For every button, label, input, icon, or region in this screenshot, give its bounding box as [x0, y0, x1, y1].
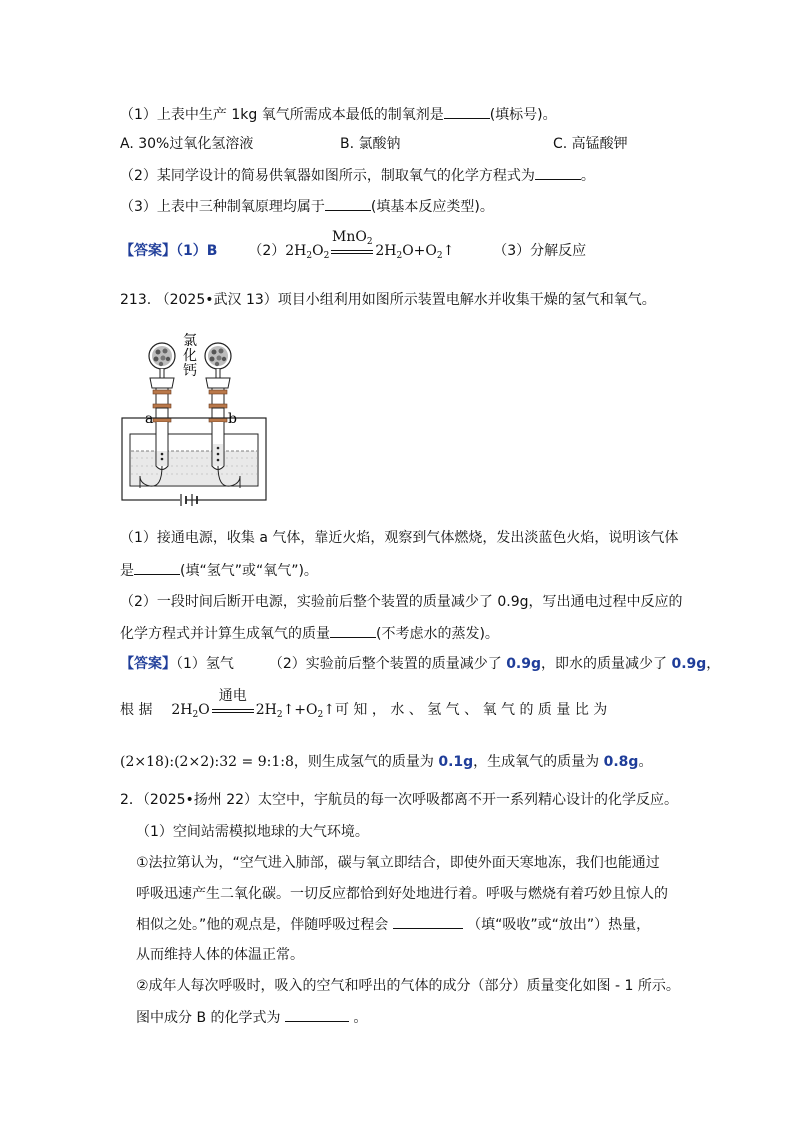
answer-blank: [330, 623, 376, 638]
answer-line: (2×18):(2×2):32 = 9:1:8，则生成氢气的质量为 0.1g，生成氧气的质量为 0.8g。: [120, 754, 653, 770]
answer-blank: [134, 560, 180, 575]
equation-h2o2: $2H_2O_2$ MnO$_2$ $2H_2O+O_2↑$: [285, 229, 455, 261]
answer-line: 【答案】（1）氢气 （2）实验前后整个装置的质量减少了 0.9g，即水的质量减少了 0.9g，: [120, 656, 721, 672]
answer-blank: [325, 196, 371, 211]
answer-line: 根 据 $2H_2O$ 通电 $2H_2↑+O_2↑$可 知 ， 水 、 氢 气 、 氧 气 的 质 量 比 为: [120, 688, 608, 720]
tube-label-a: a: [145, 411, 154, 427]
question-line: 相似之处。”他的观点是，伴随呼吸过程会 （填“吸收”或“放出”）热量，: [136, 914, 650, 935]
reaction-condition: MnO$_2$: [329, 241, 375, 261]
reaction-condition: 通电: [210, 700, 256, 720]
question-line: 化学方程式并计算生成氧气的质量 (不考虑水的蒸发)。: [120, 623, 499, 644]
question-stem: 213. （2025•武汉 13）项目小组利用如图所示装置电解水并收集干燥的氢气和氧气。: [120, 292, 656, 308]
question-line: 图中成分 B 的化学式为 。: [136, 1007, 367, 1028]
answer-blank: [393, 914, 463, 929]
option-a: A. 30%过氧化氢溶液: [120, 136, 254, 152]
answer-blank: [535, 165, 581, 180]
question-line: （1）接通电源，收集 a 气体，靠近火焰，观察到气体燃烧，发出淡蓝色火焰，说明该气体: [120, 530, 679, 546]
answer-blank: [444, 104, 490, 119]
mass-ratio: (2×18):(2×2):32 = 9:1:8: [120, 754, 294, 770]
question-line: （1）上表中生产 1kg 氧气所需成本最低的制氧剂是 (填标号)。: [120, 104, 557, 125]
question-line: ②成年人每次呼吸时，吸入的空气和呼出的气体的成分（部分）质量变化如图 - 1 所示。: [136, 978, 680, 994]
tube-label-b: b: [228, 411, 237, 427]
electrolysis-apparatus: [120, 326, 270, 506]
answer-blank: [285, 1007, 349, 1022]
answer-tag: 【答案】: [120, 656, 176, 672]
option-b: B. 氯酸钠: [340, 136, 401, 152]
question-line: 是 (填“氢气”或“氧气”)。: [120, 560, 318, 581]
equation-electrolysis: $2H_2O$ 通电 $2H_2↑+O_2↑$: [171, 688, 335, 720]
question-line: （2）一段时间后断开电源，实验前后整个装置的质量减少了 0.9g，写出通电过程中反应的: [120, 594, 683, 610]
question-line: 呼吸迅速产生二氧化碳。一切反应都恰到好处地进行着。呼吸与燃烧有着巧妙且惊人的: [136, 886, 668, 902]
question-line: （2）某同学设计的简易供氧器如图所示，制取氧气的化学方程式为 。: [120, 165, 595, 186]
answer-tag: 【答案】: [120, 243, 176, 259]
question-line: ①法拉第认为，“空气进入肺部，碳与氧立即结合，即使外面天寒地冻，我们也能通过: [136, 855, 660, 871]
answer-line: 【答案】（1）B $(2)2H_2O_2$ MnO$_2$ $2H_2O+O_2↑$ （3）分解反应: [120, 229, 587, 261]
calcium-chloride-label-1: 氯: [183, 333, 197, 349]
option-c: C. 高锰酸钾: [553, 136, 628, 152]
question-line: 从而维持人体的体温正常。: [136, 947, 304, 963]
calcium-chloride-label-3: 钙: [183, 363, 197, 379]
calcium-chloride-label-2: 化: [183, 348, 197, 364]
question-line: （1）空间站需模拟地球的大气环境。: [136, 824, 369, 840]
question-stem: 2．（2025•扬州 22）太空中，宇航员的每一次呼吸都离不开一系列精心设计的化学反应。: [120, 792, 679, 808]
question-line: （3）上表中三种制氧原理均属于 (填基本反应类型)。: [120, 196, 494, 217]
drying-tube-right: [205, 343, 231, 388]
drying-tube-left: [149, 343, 175, 388]
